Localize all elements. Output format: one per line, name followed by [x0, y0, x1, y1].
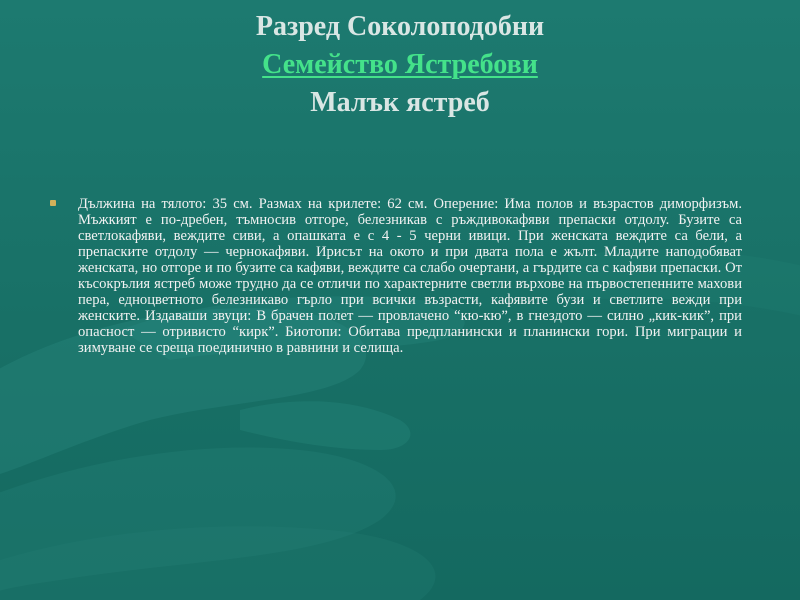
family-link[interactable]: Семейство Ястребови: [262, 49, 538, 80]
list-item: [42, 196, 742, 356]
order-title: Разред Соколоподобни: [255, 11, 545, 42]
description-text: Дължина на тялото: 35 см. Размах на крилете: 62 см. Оперение: Има полов и възрастов диморфизъм. Мъжкият е по-дребен, тъмносив отгоре, белезникав с ръждивокафяви препаски отдолу. Бузите са светлокафяви, веждите сиви, а опашката е с 4 - 5 черни ивици. При женската веждите са бели, а препаските отдолу — чернокафяви. Ирисът на окото и при двата пола е жълт. Младите наподобяват женската, но отгоре и по бузите са кафяви, веждите са слабо очертани, а гърдите са с кафяви препаски. От късокрълия ястреб може трудно да се отличи по характерните светли върхове на първостепенните махови пера, едноцветното белезникаво гърло при всички възрасти, кафявите бузи и светлите вежди при женските. Издаваши звуци: В брачен полет — провлачено “кю-кю”, в гнездото — силно „кик-кик”, при опасност — отривисто “кирк”. Биотопи: Обитава предпланински и планински гори. При миграции и зимуване се среща поединично в равнини и селища.: [78, 196, 742, 356]
body-list: [42, 196, 742, 356]
species-title: Малък ястреб: [310, 87, 490, 118]
bullet-icon: [50, 200, 56, 206]
slide-title: [0, 8, 800, 122]
